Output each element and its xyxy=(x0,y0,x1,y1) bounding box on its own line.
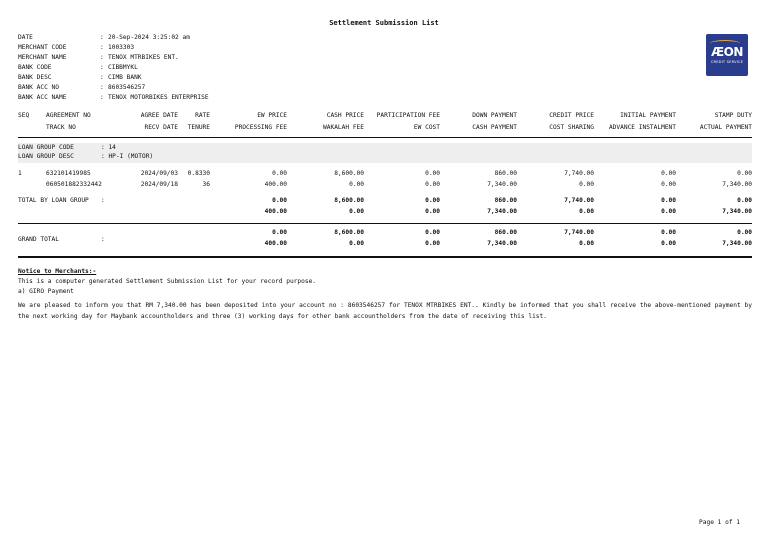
col-cost-sharing: COST SHARING xyxy=(549,124,594,131)
cell-initial-payment: 0.00 xyxy=(661,170,676,177)
page-title: Settlement Submission List xyxy=(329,19,439,27)
field-label: BANK ACC NAME xyxy=(18,94,67,101)
grand-advance-instalment: 0.00 xyxy=(661,240,676,247)
grand-processing-fee: 400.00 xyxy=(264,240,287,247)
cell-credit-price: 7,740.00 xyxy=(564,170,594,177)
field-value: CIMB BANK xyxy=(108,74,142,81)
total-advance-instalment: 0.00 xyxy=(661,208,676,215)
cell-track-no: 060501882332442 xyxy=(46,181,102,188)
col-rate: RATE xyxy=(195,112,210,119)
grand-cost-sharing: 0.00 xyxy=(579,240,594,247)
header-merchant-code: MERCHANT CODE : 1003303 xyxy=(18,44,135,51)
grand-total-sep: : xyxy=(101,236,105,243)
col-agreement-no: AGREEMENT NO xyxy=(46,112,91,119)
header-divider xyxy=(18,137,752,138)
grand-cash-price: 8,600.00 xyxy=(334,229,364,236)
col-ew-price: EW PRICE xyxy=(257,112,287,119)
total-wakalah-fee: 0.00 xyxy=(349,208,364,215)
cell-ew-cost: 0.00 xyxy=(425,181,440,188)
col-ew-cost: EW COST xyxy=(413,124,440,131)
page-number: Page 1 of 1 xyxy=(699,519,740,526)
aeon-logo xyxy=(706,34,748,76)
total-initial-payment: 0.00 xyxy=(661,197,676,204)
col-wakalah-fee: WAKALAH FEE xyxy=(323,124,364,131)
grand-down-payment: 860.00 xyxy=(494,229,517,236)
total-cost-sharing: 0.00 xyxy=(579,208,594,215)
header-bank-acc-no: BANK ACC NO : 8603546257 xyxy=(18,84,146,91)
col-participation-fee: PARTICIPATION FEE xyxy=(376,112,440,119)
notice-line-1: This is a computer generated Settlement Submission List for your record purpose. xyxy=(18,278,317,285)
logo-swoosh xyxy=(710,40,740,47)
field-label: BANK DESC xyxy=(18,74,52,81)
col-cash-payment: CASH PAYMENT xyxy=(472,124,517,131)
cell-recv-date: 2024/09/18 xyxy=(140,181,178,188)
field-value: 8603546257 xyxy=(108,84,146,91)
header-bank-desc: BANK DESC : CIMB BANK xyxy=(18,74,142,81)
col-seq: SEQ xyxy=(18,112,30,119)
field-label: MERCHANT CODE xyxy=(18,44,67,51)
notice-body: We are pleased to inform you that RM 7,340.00 has been deposited into your account no : 8603546257 for TENOX MTRBIKES ENT.. Kindly be informed that you shall receive the above-mentioned payment by the next working day for Maybank accountholders and three (3) working days for other bank accountholders from the date of receiving this list. xyxy=(18,302,752,320)
col-actual-payment: ACTUAL PAYMENT xyxy=(699,124,752,131)
field-value: 1003303 xyxy=(108,44,135,51)
cell-agree-date: 2024/09/03 xyxy=(140,170,178,177)
logo-subtext: CREDIT SERVICE xyxy=(710,60,744,64)
total-cash-payment: 7,340.00 xyxy=(487,208,517,215)
header-bank-code: BANK CODE : CIBBMYKL xyxy=(18,64,138,71)
logo-text: ÆON xyxy=(711,45,743,59)
col-stamp-duty: STAMP DUTY xyxy=(714,112,752,119)
col-track-no: TRACK NO xyxy=(46,124,76,131)
total-sep: : xyxy=(101,197,105,204)
cell-rate: 0.8330 xyxy=(187,170,210,177)
total-ew-cost: 0.00 xyxy=(425,208,440,215)
field-label: MERCHANT NAME xyxy=(18,54,67,61)
grand-cash-payment: 7,340.00 xyxy=(487,240,517,247)
cell-down-payment: 860.00 xyxy=(494,170,517,177)
field-value: CIBBMYKL xyxy=(108,64,138,71)
loan-group-code-label: LOAN GROUP CODE xyxy=(18,144,74,151)
grand-ew-price: 0.00 xyxy=(272,229,287,236)
cell-processing-fee: 400.00 xyxy=(264,181,287,188)
total-label: TOTAL BY LOAN GROUP xyxy=(18,197,89,204)
cell-ew-price: 0.00 xyxy=(272,170,287,177)
total-participation-fee: 0.00 xyxy=(425,197,440,204)
cell-actual-payment: 7,340.00 xyxy=(722,181,752,188)
loan-group-desc-label: LOAN GROUP DESC xyxy=(18,153,74,160)
total-down-payment: 860.00 xyxy=(494,197,517,204)
total-processing-fee: 400.00 xyxy=(264,208,287,215)
header-bank-acc-name: BANK ACC NAME : TENOX MOTORBIKES ENTERPRISE xyxy=(18,94,209,101)
header-merchant-name: MERCHANT NAME : TENOX MTRBIKES ENT. xyxy=(18,54,179,61)
grand-credit-price: 7,740.00 xyxy=(564,229,594,236)
grand-participation-fee: 0.00 xyxy=(425,229,440,236)
grand-total-bottom-divider xyxy=(18,256,752,258)
grand-total-label: GRAND TOTAL xyxy=(18,236,59,243)
field-value: 20-Sep-2024 3:25:02 am xyxy=(108,34,190,41)
total-ew-price: 0.00 xyxy=(272,197,287,204)
field-label: BANK CODE xyxy=(18,64,52,71)
col-down-payment: DOWN PAYMENT xyxy=(472,112,517,119)
cell-advance-instalment: 0.00 xyxy=(661,181,676,188)
cell-cost-sharing: 0.00 xyxy=(579,181,594,188)
col-tenure: TENURE xyxy=(187,124,210,131)
cell-stamp-duty: 0.00 xyxy=(737,170,752,177)
header-date: DATE : 20-Sep-2024 3:25:02 am xyxy=(18,34,190,41)
grand-total-top-divider xyxy=(18,223,752,224)
cell-participation-fee: 0.00 xyxy=(425,170,440,177)
field-value: TENOX MTRBIKES ENT. xyxy=(108,54,179,61)
field-label: DATE xyxy=(18,34,33,41)
loan-group-code-value: : 14 xyxy=(101,144,116,151)
total-stamp-duty: 0.00 xyxy=(737,197,752,204)
cell-cash-payment: 7,340.00 xyxy=(487,181,517,188)
total-actual-payment: 7,340.00 xyxy=(722,208,752,215)
notice-line-2: a) GIRO Payment xyxy=(18,288,74,295)
grand-ew-cost: 0.00 xyxy=(425,240,440,247)
grand-actual-payment: 7,340.00 xyxy=(722,240,752,247)
loan-group-desc-value: : HP-I (MOTOR) xyxy=(101,153,154,160)
total-credit-price: 7,740.00 xyxy=(564,197,594,204)
field-value: TENOX MOTORBIKES ENTERPRISE xyxy=(108,94,209,101)
notice-heading: Notice to Merchants:- xyxy=(18,268,97,275)
grand-initial-payment: 0.00 xyxy=(661,229,676,236)
col-processing-fee: PROCESSING FEE xyxy=(234,124,287,131)
grand-stamp-duty: 0.00 xyxy=(737,229,752,236)
col-recv-date: RECV DATE xyxy=(144,124,178,131)
field-label: BANK ACC NO xyxy=(18,84,59,91)
grand-wakalah-fee: 0.00 xyxy=(349,240,364,247)
cell-wakalah-fee: 0.00 xyxy=(349,181,364,188)
col-advance-instalment: ADVANCE INSTALMENT xyxy=(608,124,676,131)
cell-tenure: 36 xyxy=(202,181,210,188)
cell-seq: 1 xyxy=(18,170,22,177)
cell-cash-price: 8,600.00 xyxy=(334,170,364,177)
col-agree-date: AGREE DATE xyxy=(140,112,178,119)
col-cash-price: CASH PRICE xyxy=(326,112,364,119)
cell-agreement-no: 632101419985 xyxy=(46,170,91,177)
col-credit-price: CREDIT PRICE xyxy=(549,112,594,119)
col-initial-payment: INITIAL PAYMENT xyxy=(620,112,676,119)
total-cash-price: 8,600.00 xyxy=(334,197,364,204)
